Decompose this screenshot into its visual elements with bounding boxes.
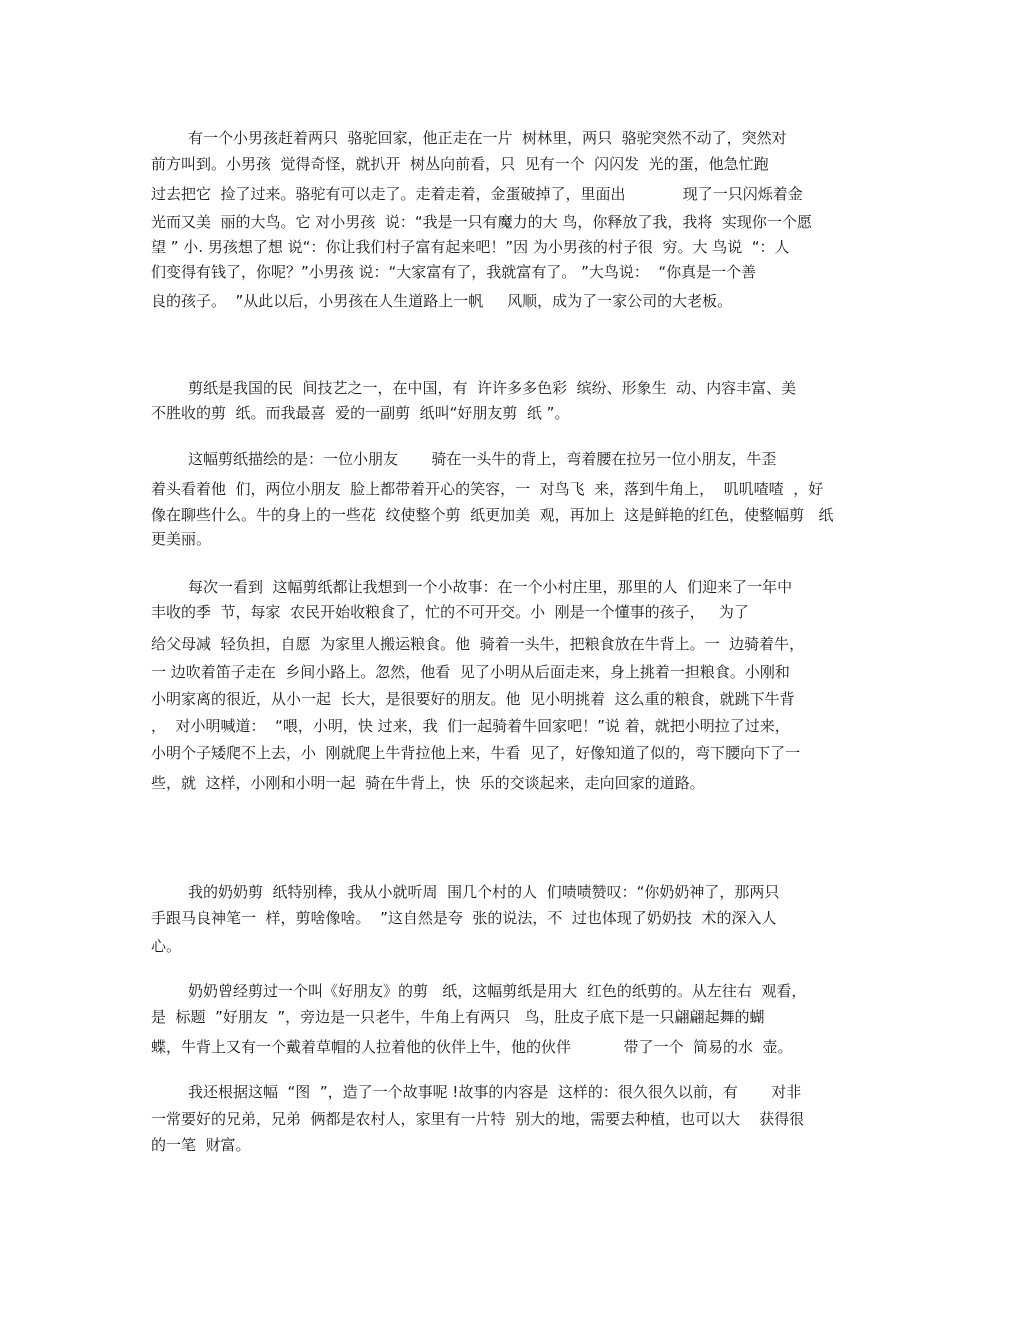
text-line: 剪纸是我国的民 间技艺之一，在中国，有 许许多多色彩 缤纷、形象生 动、内容丰富、美 [188,379,797,397]
text-line: 心。 [151,937,182,955]
text-line: 望 ” 小. 男孩想了想 说“：你让我们村子富有起来吧！”因 为小男孩的村子很 穷。大 鸟说 “：人 [151,238,790,256]
text-line: 是 标题 ”好朋友 ”，旁边是一只老牛，牛角上有两只 鸟，肚皮子底下是一只翩翩起舞的蝴 [151,1008,765,1026]
text-line: 奶奶曾经剪过一个叫《好朋友》的剪 纸，这幅剪纸是用大 红色的纸剪的。从左往右 观看， [188,982,807,1000]
text-line: 不胜收的剪 纸。而我最喜 爱的一副剪 纸叫“好朋友剪 纸 ”。 [151,404,570,422]
text-line: 每次一看到 这幅剪纸都让我想到一个小故事：在一个小村庄里，那里的人 们迎来了一年中 [188,578,793,596]
text-line: ， 对小明喊道： “喂，小明，快 过来，我 们一起骑着牛回家吧！”说 着，就把小明拉了过来， [151,717,790,735]
text-line: 们变得有钱了，你呢？”小男孩 说：“大家富有了，我就富有了。 ”大鸟说： “你真是一个善 [151,263,757,281]
text-line: 小明家离的很近，从小一起 长大，是很要好的朋友。他 见小明挑着 这么重的粮食，就跳下牛背 [151,690,795,708]
text-line: 些，就 这样，小刚和小明一起 骑在牛背上，快 乐的交谈起来，走向回家的道路。 [151,774,705,792]
text-line: 的一笔 财富。 [151,1136,251,1154]
text-line: 手跟马良神笔一 样，剪啥像啥。 ”这自然是夸 张的说法，不 过也体现了奶奶技 术的深入人 [151,909,777,927]
text-line: 前方叫到。小男孩 觉得奇怪，就扒开 树丛向前看，只 见有一个 闪闪发 光的蛋，他急忙跑 [151,155,769,173]
text-line: 一常要好的兄弟，兄弟 俩都是农村人，家里有一片特 别大的地，需要去种植，也可以大 获得很 [151,1110,805,1128]
text-line: 我的奶奶剪 纸特别棒，我从小就听周 围几个村的人 们啧啧赞叹：“你奶奶神了，那两只 [188,883,780,901]
text-line: 小明个子矮爬不上去，小 刚就爬上牛背拉他上来，牛看 见了，好像知道了似的，弯下腰向下了一 [151,744,801,762]
text-line: 更美丽。 [151,530,212,548]
text-line: 着头看着他 们，两位小朋友 脸上都带着开心的笑容，一 对鸟飞 来，落到牛角上， 叽叽喳喳 ，好 [151,480,824,498]
text-line: 蝶，牛背上又有一个戴着草帽的人拉着他的伙伴上牛，他的伙伴 带了一个 简易的水 壶。 [151,1038,793,1056]
text-line: 像在聊些什么。牛的身上的一些花 纹使整个剪 纸更加美 观，再加上 这是鲜艳的红色，使整幅剪 纸 [151,506,834,524]
text-line: 良的孩子。 ”从此以后，小男孩在人生道路上一帆 风顺，成为了一家公司的大老板。 [151,292,733,310]
text-line: 光而又美 丽的大鸟。它 对小男孩 说：“我是一只有魔力的大 鸟，你释放了我，我将 实现你一个愿 [151,213,812,231]
text-line: 一 边吹着笛子走在 乡间小路上。忽然，他看 见了小明从后面走来，身上挑着一担粮食。小刚和 [151,663,790,681]
text-line: 这幅剪纸描绘的是：一位小朋友 骑在一头牛的背上，弯着腰在拉另一位小朋友，牛歪 [188,450,777,468]
text-line: 过去把它 捡了过来。骆驼有可以走了。走着走着，金蛋破掉了，里面出 现了一只闪烁着金 [151,185,803,203]
text-line: 给父母减 轻负担，自愿 为家里人搬运粮食。他 骑着一头牛，把粮食放在牛背上。一 边骑着牛， [151,635,805,653]
text-line: 我还根据这幅 “图 ”，造了一个故事呢 !故事的内容是 这样的：很久很久以前，有 对非 [188,1083,802,1101]
text-line: 有一个小男孩赶着两只 骆驼回家，他正走在一片 树林里，两只 骆驼突然不动了，突然对 [188,129,787,147]
text-line: 丰收的季 节，每家 农民开始收粮食了，忙的不可开交。小 刚是一个懂事的孩子， 为了 [151,603,749,621]
